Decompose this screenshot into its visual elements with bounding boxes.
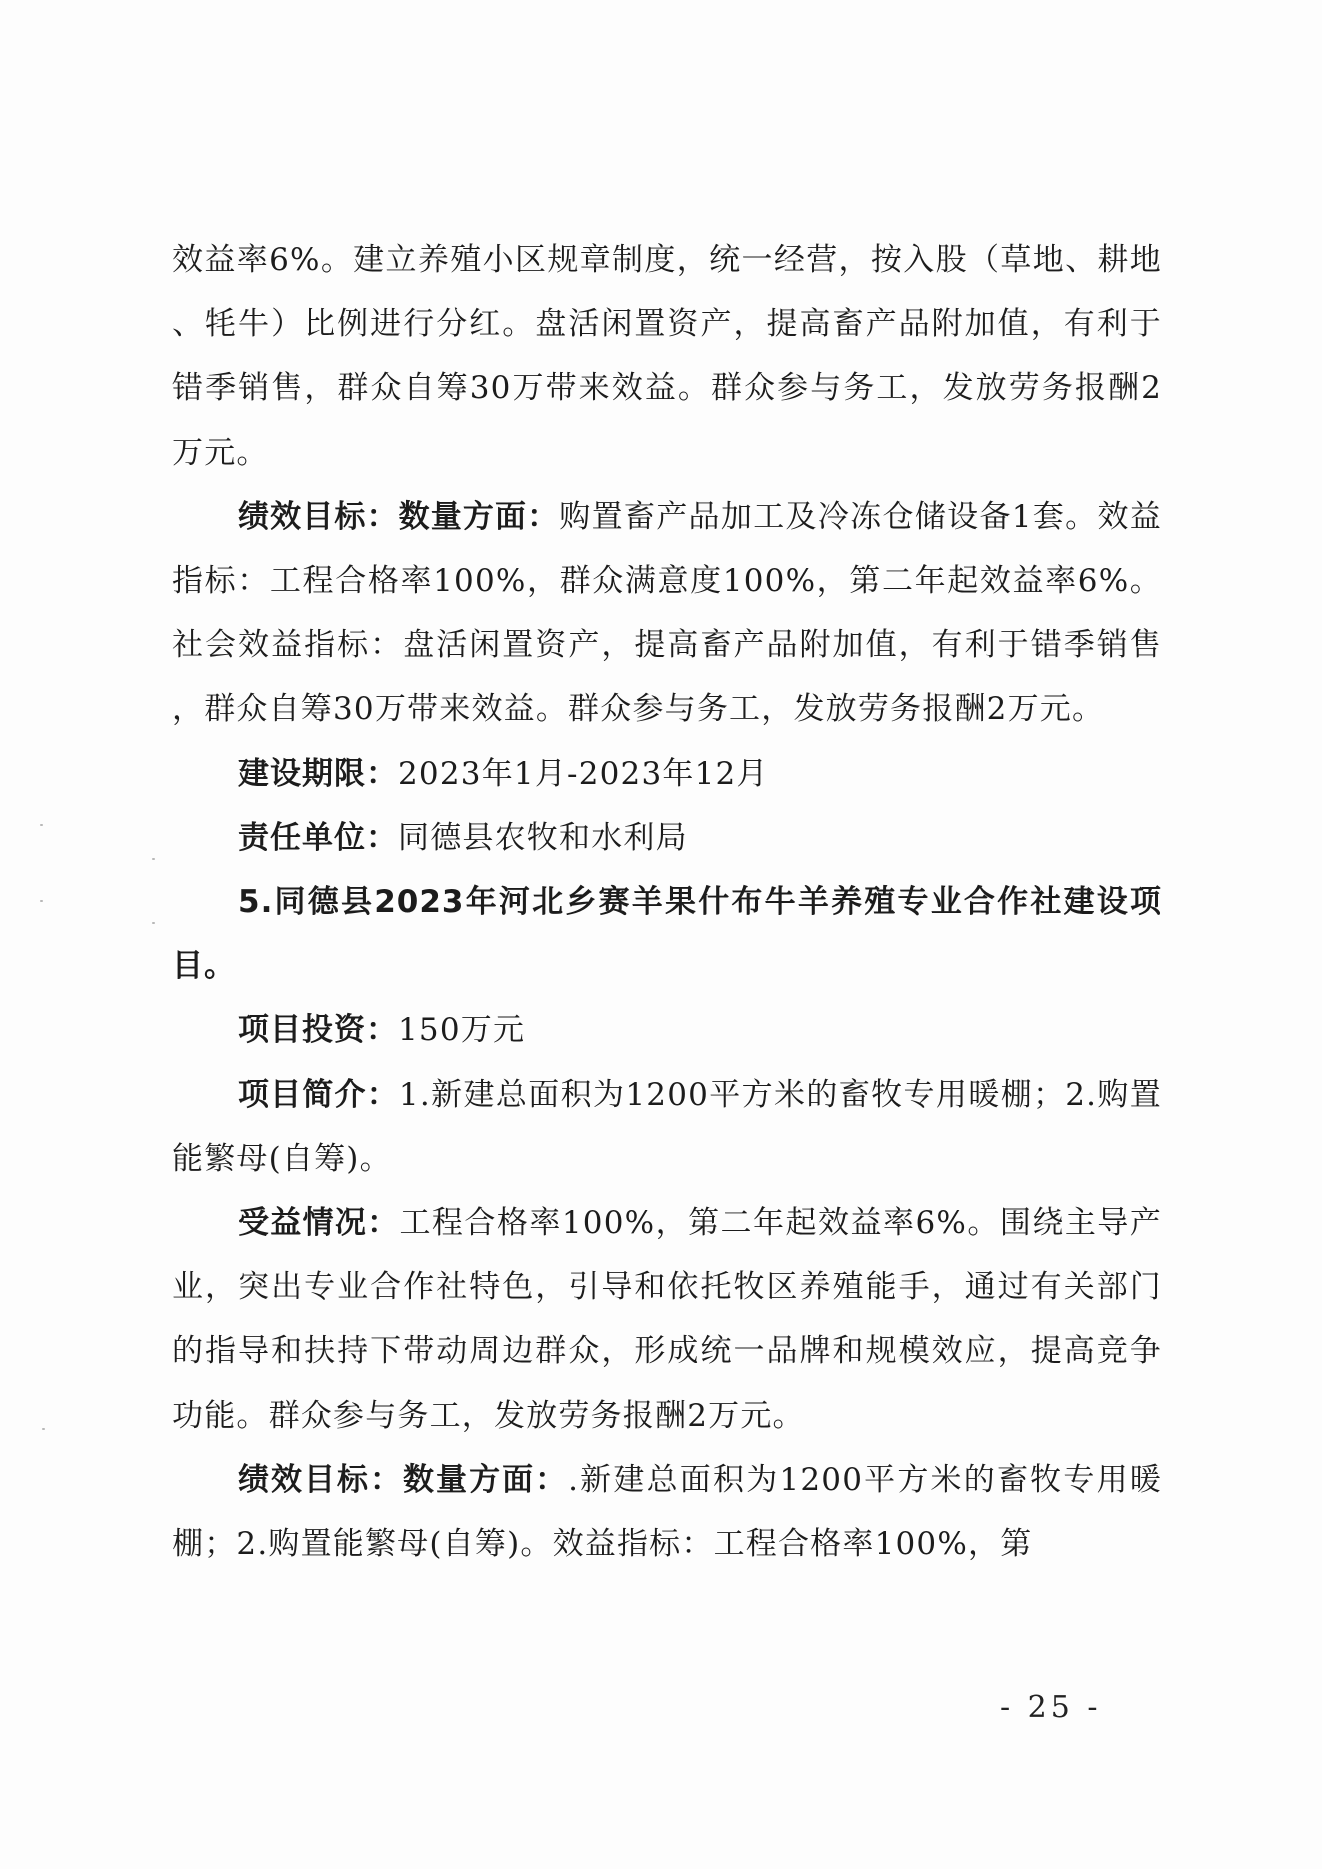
- scan-speck: [152, 922, 155, 924]
- paragraph-performance-goals-2: [172, 1448, 1162, 1576]
- scan-speck: [40, 824, 43, 826]
- paragraph-project-summary: [172, 1063, 1162, 1191]
- paragraph-benefit-continued: [172, 228, 1162, 485]
- paragraph-label: 责任单位：: [238, 819, 398, 856]
- scan-speck: [40, 900, 43, 902]
- paragraph-text: 工程合格率100%，第二年起效益率6%。围绕主导产业，突出专业合作社特色，引导和依托牧区养殖能手，通过有关部门的指导和扶持下带动周边群众，形成统一品牌和规模效应，提高竞争功能。群众参与务工，发放劳务报酬2万元。: [172, 1205, 1162, 1434]
- paragraph-label: 绩效目标：数量方面：: [238, 498, 560, 535]
- paragraph-performance-goals: [172, 485, 1162, 742]
- paragraph-text: 2023年1月-2023年12月: [398, 755, 769, 792]
- section-heading: 5.同德县2023年河北乡赛羊果什布牛羊养殖专业合作社建设项目。: [172, 884, 1162, 985]
- paragraph-responsible-unit: [172, 806, 1162, 870]
- paragraph-project-investment: [172, 998, 1162, 1062]
- paragraph-benefit-situation: [172, 1191, 1162, 1448]
- paragraph-label: 绩效目标：数量方面：: [238, 1461, 569, 1498]
- paragraph-text: .新建总面积为1200平方米的畜牧专用暖棚；2.购置能繁母(自筹)。效益指标：工程合格率100%，第: [172, 1461, 1163, 1563]
- paragraph-text: 效益率6%。建立养殖小区规章制度，统一经营，按入股（草地、耕地、牦牛）比例进行分红。盘活闲置资产，提高畜产品附加值，有利于错季销售，群众自筹30万带来效益。群众参与务工，发放劳务报酬2万元。: [172, 242, 1162, 471]
- paragraph-text: 150万元: [398, 1012, 526, 1049]
- paragraph-text: 同德县农牧和水利局: [398, 819, 688, 856]
- paragraph-label: 受益情况：: [238, 1205, 400, 1242]
- paragraph-construction-period: [172, 742, 1162, 806]
- scan-speck: [152, 858, 155, 860]
- scan-speck: [42, 1428, 45, 1430]
- paragraph-text: 1.新建总面积为1200平方米的畜牧专用暖棚；2.购置能繁母(自筹)。: [172, 1076, 1163, 1177]
- paragraph-label: 项目投资：: [238, 1012, 398, 1049]
- paragraph-text: 购置畜产品加工及冷冻仓储设备1套。效益指标：工程合格率100%，群众满意度100%，第二年起效益率6%。社会效益指标：盘活闲置资产，提高畜产品附加值，有利于错季销售，群众自筹30万带来效益。群众参与务工，发放劳务报酬2万元。: [172, 498, 1163, 728]
- paragraph-label: 项目简介：: [238, 1076, 399, 1113]
- page-number: - 25 -: [1000, 1690, 1102, 1725]
- paragraph-label: 建设期限：: [238, 755, 398, 792]
- document-body: [172, 228, 1162, 1576]
